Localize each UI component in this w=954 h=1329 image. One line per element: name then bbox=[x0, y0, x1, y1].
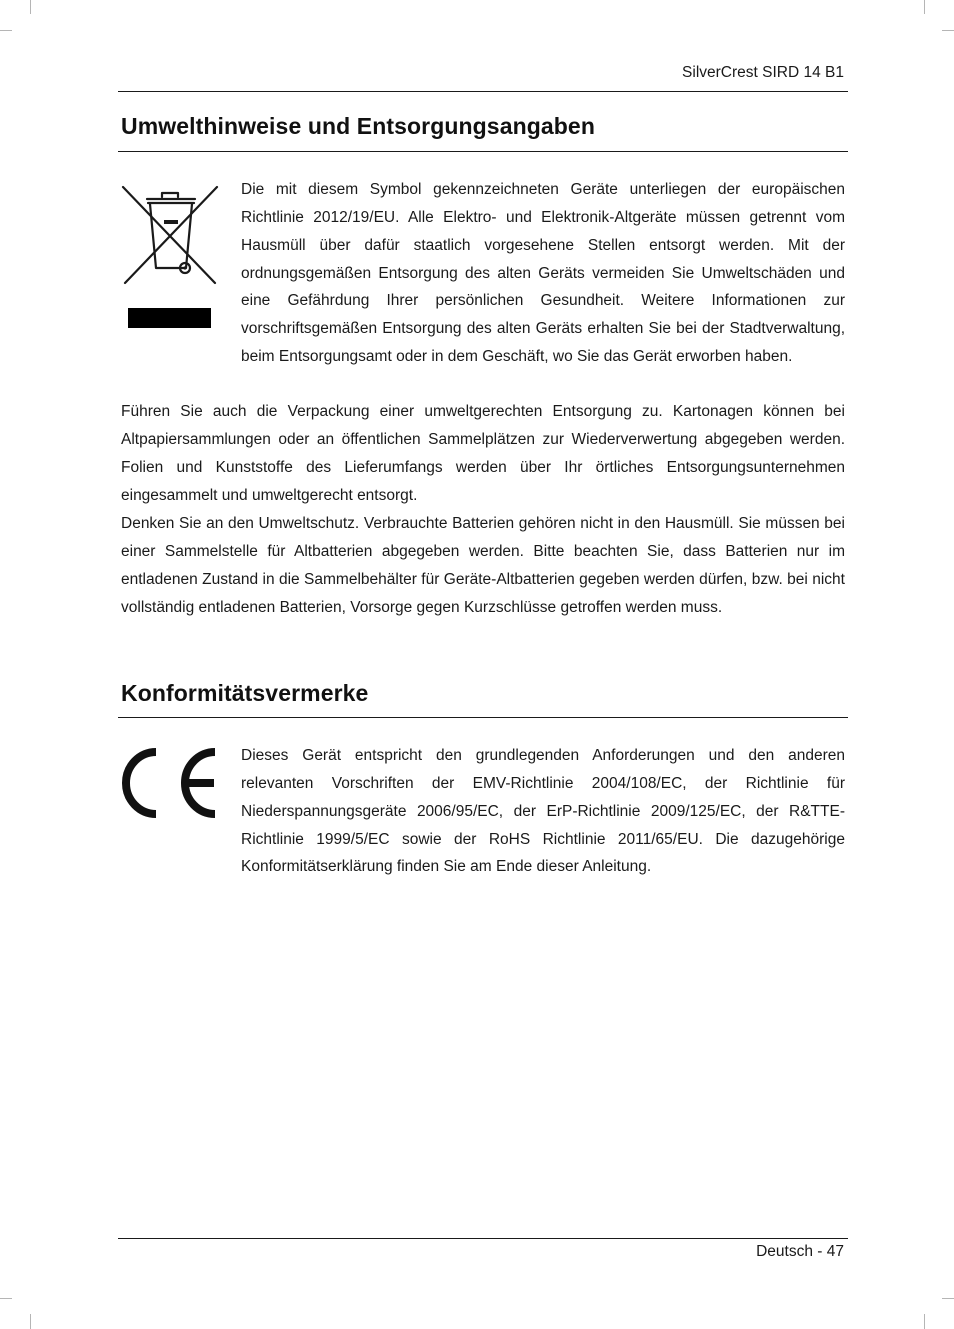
crop-mark bbox=[942, 1298, 954, 1299]
crop-mark bbox=[924, 1314, 925, 1329]
paragraph-batteries: Denken Sie an den Umweltschutz. Verbrauchte Batterien gehören nicht in den Hausmüll. Sie müssen bei einer Sammelstelle für Altbatterien abgegeben werden. Bitte beachten Sie, dass Batterien nur im entladenen Zustand in die Sammelbehälter für Geräte-Altbatterien gegeben werden dürfen, bzw. bei nicht vollständig entladenen Batterien, Vorsorge gegen Kurzschlüsse getroffen werden muss. bbox=[121, 515, 845, 616]
paragraph-weee-directive: Die mit diesem Symbol gekennzeichneten Geräte unterliegen der europäischen Richtlinie 2012/19/EU. Alle Elektro- und Elektronik-Altgeräte müssen getrennt vom Hausmüll über dafür staatlich vorgesehene Stellen entsorgt werden. Mit der ordnungsgemäßen Entsorgung des alten Geräts vermeiden Sie Umweltschäden und eine Gefährdung Ihrer persönlichen Gesundheit. Weitere Informationen zur vorschriftsgemäßen Entsorgung des alten Geräts erhalten Sie bei der Stadtverwaltung, beim Entsorgungsamt oder in dem Geschäft, wo Sie das Gerät erworben haben. bbox=[241, 181, 845, 366]
crop-mark bbox=[30, 0, 31, 14]
page-number: 47 bbox=[826, 1243, 844, 1260]
ce-mark-icon bbox=[119, 747, 221, 819]
footer-rule bbox=[118, 1238, 848, 1239]
running-header: SilverCrest SIRD 14 B1 bbox=[682, 64, 844, 81]
header-rule bbox=[118, 91, 848, 92]
paragraph-packaging: Führen Sie auch die Verpackung einer umweltgerechten Entsorgung zu. Kartonagen können bei Altpapiersammlungen oder an öffentlichen Sammelplätzen zur Wiederverwertung abgegeben werden. Folien und Kunststoffe des Lieferumfangs werden über Ihr örtliches Entsorgungsunternehmen eingesammelt und umweltgerecht entsorgt. bbox=[121, 403, 845, 504]
section-rule bbox=[118, 151, 848, 152]
footer-language: Deutsch bbox=[756, 1243, 813, 1260]
section-heading-conformity: Konformitätsvermerke bbox=[121, 680, 369, 706]
paragraph-conformity: Dieses Gerät entspricht den grundlegenden Anforderungen und den anderen relevanten Vorschriften der EMV-Richtlinie 2004/108/EC, der Richtlinie für Niederspannungsgeräte 2006/95/EC, der ErP-Richtlinie 2009/125/EC, der R&TTE-Richtlinie 1999/5/EC sowie der RoHS Richtlinie 2011/65/EU. Die dazugehörige Konformitätserklärung finden Sie am Ende dieser Anleitung. bbox=[241, 747, 845, 876]
crossed-out-wheelie-bin-icon bbox=[120, 184, 220, 330]
section-rule bbox=[118, 717, 848, 718]
page-footer bbox=[756, 1243, 844, 1261]
crop-mark bbox=[0, 1298, 12, 1299]
crop-mark bbox=[924, 0, 925, 14]
crop-mark bbox=[942, 30, 954, 31]
crop-mark bbox=[30, 1314, 31, 1329]
section-heading-environment: Umwelthinweise und Entsorgungsangaben bbox=[121, 113, 595, 139]
footer-separator: - bbox=[817, 1243, 823, 1260]
crop-mark bbox=[0, 30, 12, 31]
